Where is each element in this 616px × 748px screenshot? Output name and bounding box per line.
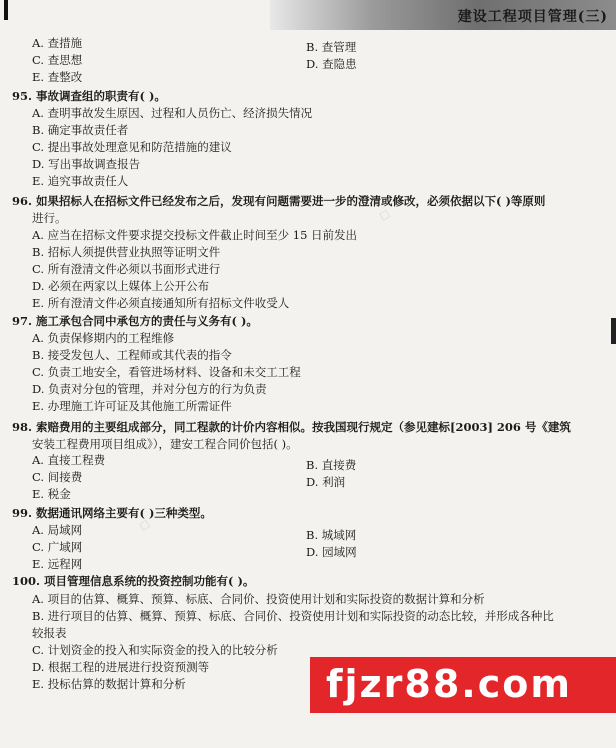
answer-option: A. 项目的估算、概算、预算、标底、合同价、投资使用计划和实际投资的数据计算和分析 bbox=[32, 592, 485, 606]
answer-option: E. 追究事故责任人 bbox=[32, 174, 129, 188]
answer-option: C. 广域网 bbox=[32, 540, 83, 554]
answer-option: D. 负责对分包的管理，并对分包方的行为负责 bbox=[32, 382, 267, 396]
answer-option: C. 查思想 bbox=[32, 53, 83, 67]
answer-option: D. 园域网 bbox=[306, 545, 357, 559]
text-continuation: 进行。 bbox=[32, 211, 67, 225]
question-stem: 98. 索赔费用的主要组成部分，同工程款的计价内容相似。按我国现行规定（参见建标[2003] 206 号《建筑 bbox=[12, 420, 571, 434]
answer-option: A. 负责保修期内的工程维修 bbox=[32, 331, 175, 345]
answer-option: E. 投标估算的数据计算和分析 bbox=[32, 677, 186, 691]
page-edge-mark bbox=[4, 0, 8, 20]
answer-option: B. 确定事故责任者 bbox=[32, 123, 129, 137]
answer-option: D. 根据工程的进展进行投资预测等 bbox=[32, 660, 210, 674]
answer-option: B. 查管理 bbox=[306, 40, 357, 54]
answer-option: A. 应当在招标文件要求提交投标文件截止时间至少 15 日前发出 bbox=[32, 228, 358, 242]
answer-option: E. 远程网 bbox=[32, 557, 83, 571]
answer-option: E. 查整改 bbox=[32, 70, 83, 84]
answer-option: A. 查明事故发生原因、过程和人员伤亡、经济损失情况 bbox=[32, 106, 313, 120]
question-stem: 97. 施工承包合同中承包方的责任与义务有( )。 bbox=[12, 314, 258, 328]
answer-option: E. 所有澄清文件必须直接通知所有招标文件收受人 bbox=[32, 296, 290, 310]
faint-stamp: □ bbox=[137, 518, 152, 533]
faint-stamp: □ bbox=[377, 208, 392, 223]
question-stem: 95. 事故调查组的职责有( )。 bbox=[12, 89, 166, 103]
answer-option: D. 查隐患 bbox=[306, 57, 357, 71]
text-continuation: 较报表 bbox=[32, 626, 67, 640]
answer-option: A. 局域网 bbox=[32, 523, 83, 537]
answer-option: B. 招标人须提供营业执照等证明文件 bbox=[32, 245, 221, 259]
answer-option: E. 税金 bbox=[32, 487, 71, 501]
header-band bbox=[270, 0, 616, 30]
answer-option: C. 间接费 bbox=[32, 470, 83, 484]
header-title: 建设工程项目管理(三) bbox=[457, 9, 608, 25]
answer-option: B. 接受发包人、工程师或其代表的指令 bbox=[32, 348, 232, 362]
answer-option: D. 必须在两家以上媒体上公开公布 bbox=[32, 279, 210, 293]
answer-option: C. 计划资金的投入和实际资金的投入的比较分析 bbox=[32, 643, 278, 657]
answer-option: C. 负责工地安全，看管进场材料、设备和未交工工程 bbox=[32, 365, 301, 379]
answer-option: D. 写出事故调查报告 bbox=[32, 157, 141, 171]
answer-option: A. 直接工程费 bbox=[32, 453, 106, 467]
answer-option: B. 城域网 bbox=[306, 528, 357, 542]
answer-option: C. 所有澄清文件必须以书面形式进行 bbox=[32, 262, 221, 276]
answer-option: B. 直接费 bbox=[306, 458, 357, 472]
text-continuation: 安装工程费用项目组成》），建安工程合同价包括( )。 bbox=[32, 437, 298, 451]
question-stem: 96. 如果招标人在招标文件已经发布之后，发现有问题需要进一步的澄清或修改，必须依据以下( )等原则 bbox=[12, 194, 546, 208]
answer-option: C. 提出事故处理意见和防范措施的建议 bbox=[32, 140, 232, 154]
answer-option: A. 查措施 bbox=[32, 36, 83, 50]
answer-option: B. 进行项目的估算、概算、预算、标底、合同价、投资使用计划和实际投资的动态比较，并形成各种比 bbox=[32, 609, 554, 623]
answer-option: D. 利润 bbox=[306, 475, 346, 489]
question-stem: 100. 项目管理信息系统的投资控制功能有( )。 bbox=[12, 574, 255, 588]
watermark-text: fjzr88.com bbox=[326, 662, 572, 706]
binding-mark bbox=[611, 318, 616, 344]
answer-option: E. 办理施工许可证及其他施工所需证件 bbox=[32, 399, 232, 413]
question-stem: 99. 数据通讯网络主要有( )三种类型。 bbox=[12, 506, 212, 520]
